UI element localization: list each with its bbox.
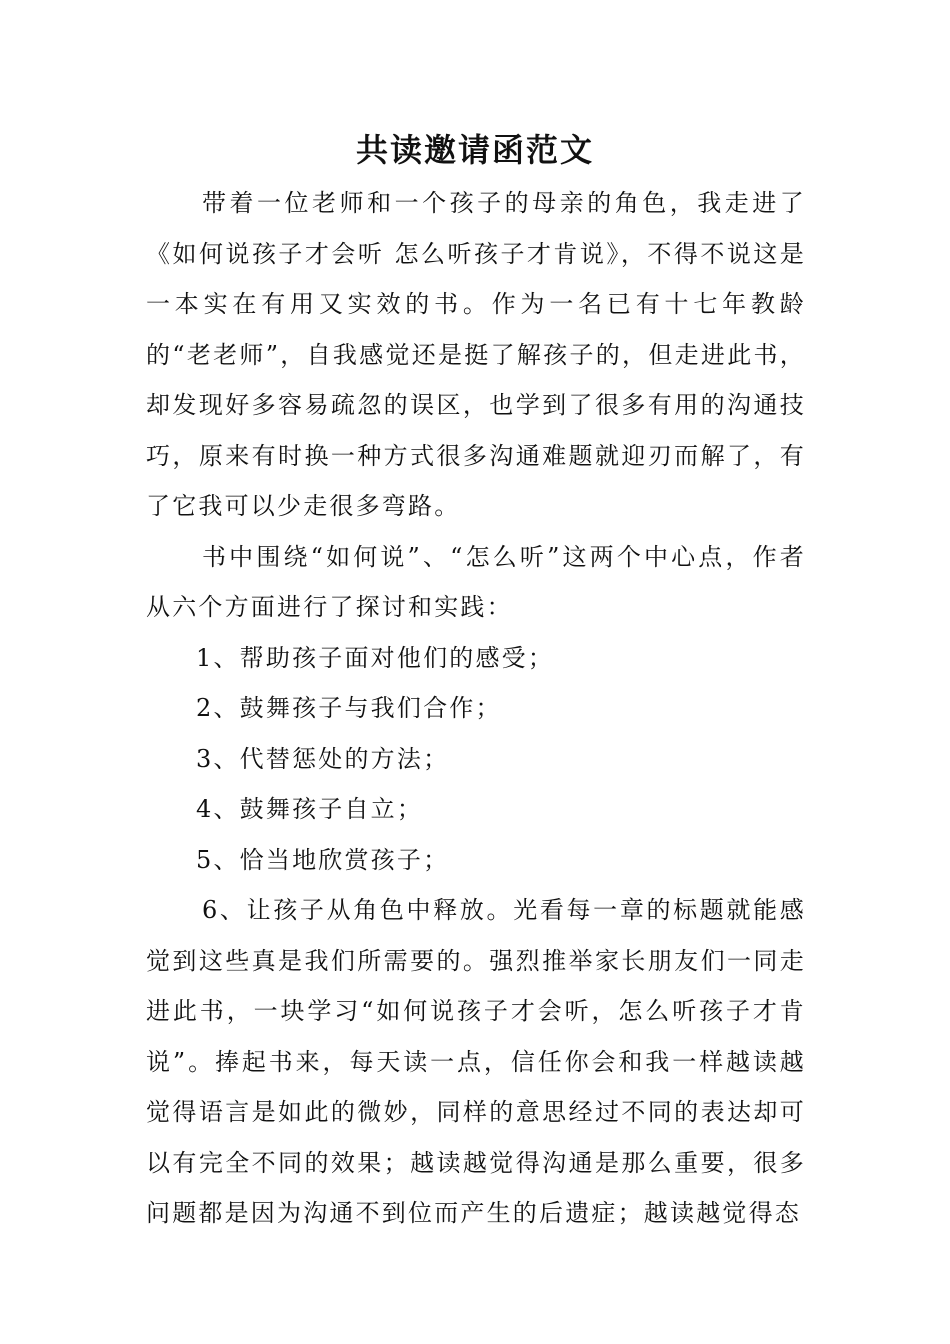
list-item: 5、恰当地欣赏孩子； <box>196 845 450 874</box>
list-item: 4、鼓舞孩子自立； <box>196 795 424 823</box>
paragraph-intro: 带着一位老师和一个孩子的母亲的角色，我走进了《如何说孩子才会听 怎么听孩子才肯说》，不得不说这是一本实在有用又实效的书。作为一名已有十七年教龄的“老老师”，自我感觉还是挺了解孩子的，但走进此书，却发现好多容易疏忽的误区，也学到了很多有用的沟通技巧，原来有时换一种方式很多沟通难题就迎刃而解了，有了它我可以少走很多弯路。 <box>146 189 806 520</box>
document-title: 共读邀请函范文 <box>355 131 594 169</box>
paragraph-final: 6、让孩子从角色中释放。光看每一章的标题就能感觉到这些真是我们所需要的。强烈推举家长朋友们一同走进此书，一块学习“如何说孩子才会听，怎么听孩子才肯说”。捧起书来，每天读一点，信任你会和我一样越读越觉得语言是如此的微妙，同样的意思经过不同的表达却可以有完全不同的效果；越读越觉得沟通是那么重要，很多问题都是因为沟通不到位而产生的后遗症；越读越觉得态 <box>146 896 806 1227</box>
document-body <box>146 178 806 1239</box>
paragraph-overview: 书中围绕“如何说”、“怎么听”这两个中心点，作者从六个方面进行了探讨和实践： <box>146 542 806 621</box>
list-item: 3、代替惩处的方法； <box>196 744 450 773</box>
list-item: 1、帮助孩子面对他们的感受； <box>196 643 555 672</box>
list-item: 2、鼓舞孩子与我们合作； <box>196 694 502 722</box>
